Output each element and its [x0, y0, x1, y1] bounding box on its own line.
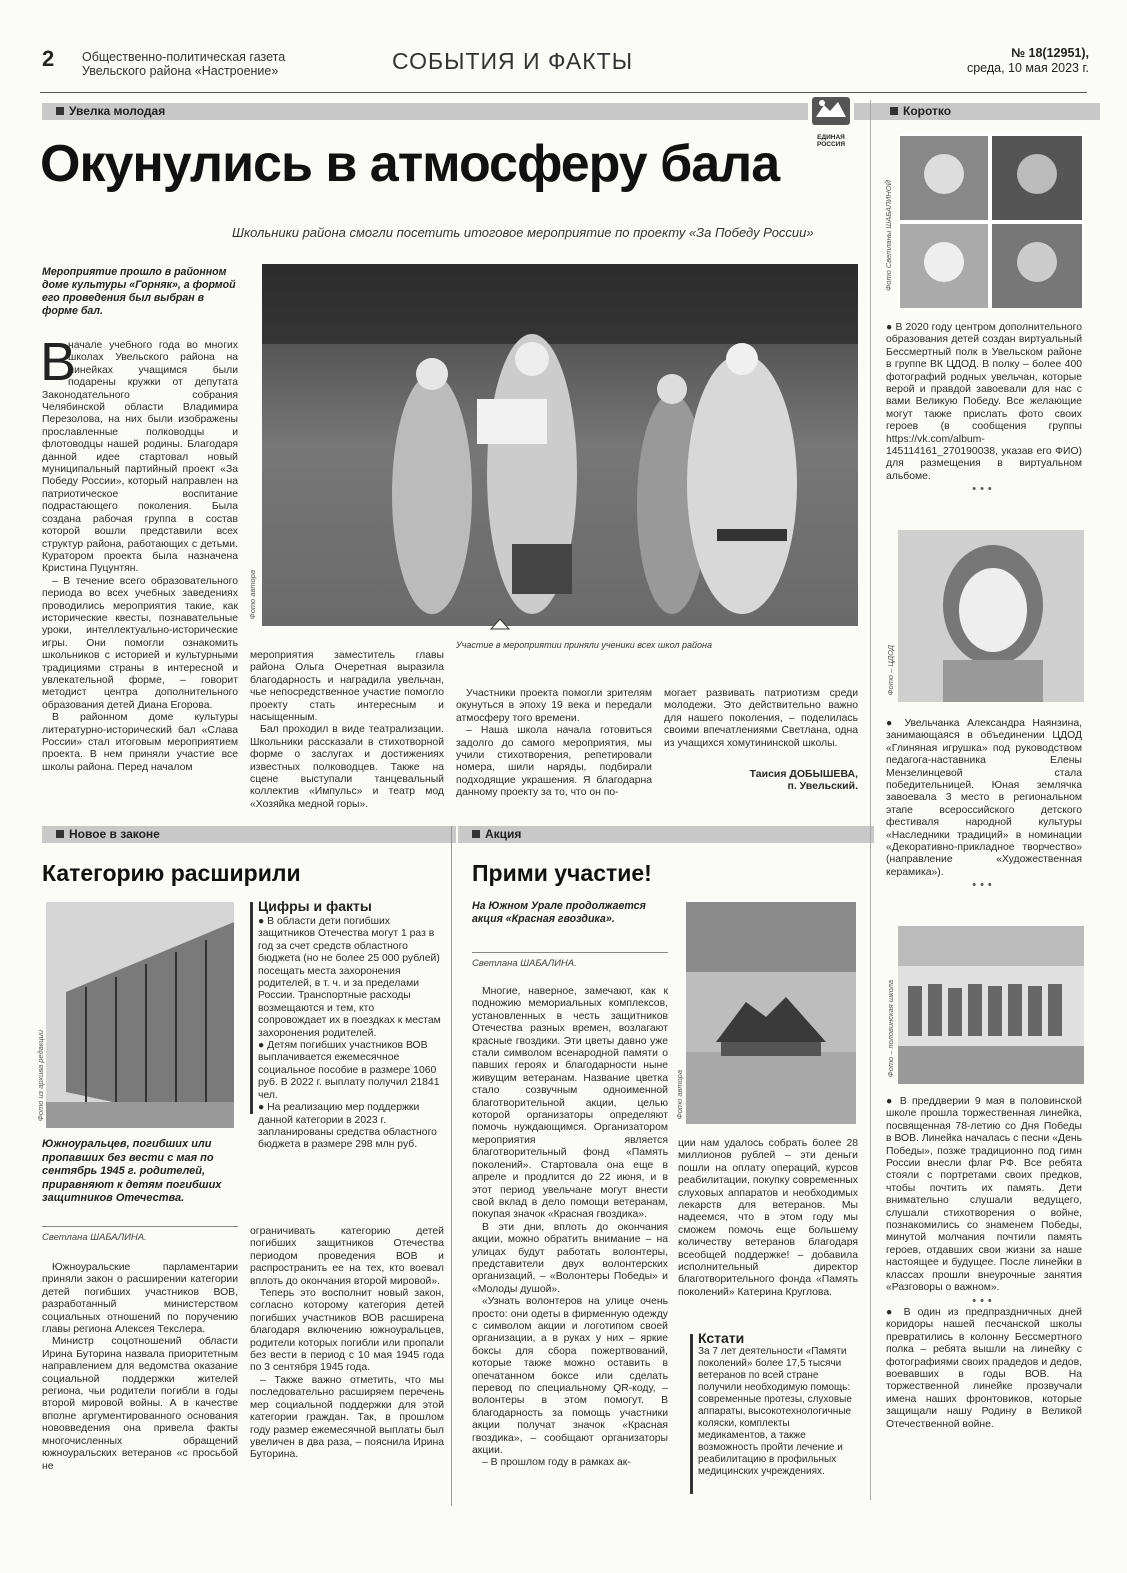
bullet-icon: ● — [886, 1306, 904, 1318]
law-col1 — [42, 1262, 238, 1473]
separator-dots: ••• — [972, 1294, 996, 1307]
action-col1-p1: Многие, наверное, замечают, как к подножию мемориальных комплексов, установленных в честь защитников Отечества разных времен, возлагают красные гвоздики. Эти цветы давно уже стали символом всенародной памяти о павших героях и благодарности ныне живущим ветеранам. Название цветка стало созвучным одноименной благотворительной акции, целью которой организаторы определяют помочь нуждающимся. Организатором мероприятия является благотворительный фонд «Память поколений». Стартовала она еще в апреле и продлится до 22 июня, и в этот период увельчане могут внести свой вклад в дело помощи ветеранам, покупая значок «Красная гвоздика». — [472, 986, 668, 1221]
issue-info — [967, 46, 1089, 76]
law-col1-p1: Южноуральские парламентарии приняли закон о расширении категории детей погибших участников ВОВ, разработанный министерством социальных отношений по поручению главы региона Алексея Текслера. — [42, 1262, 238, 1336]
action-headline: Прими участие! — [472, 860, 652, 886]
header-divider — [40, 92, 1087, 93]
fact-text: На реализацию мер поддержки данной категории в 2023 г. запланированы средства областного бюджета в размере 298 млн руб. — [258, 1102, 437, 1151]
korotko-divider — [870, 100, 871, 1500]
korotko-item2 — [886, 718, 1082, 892]
kstati-text: За 7 лет деятельности «Памяти поколений» более 17,5 тысячи ветеранов по всей стране получили необходимую помощь: современные протезы, слуховые аппараты, высокотехнологичные коляски, комплекты медикаментов, а также возможность пройти лечение и реабилитацию в профильных медицинских учреждениях. — [698, 1346, 852, 1477]
main-col2 — [250, 650, 444, 811]
facts-list — [258, 916, 444, 1152]
korotko-item1-text: В 2020 году центром дополнительного образования детей создан виртуальный Бессмертный полк в Увельском районе в группе ВК ЦДОД. В полку – более 400 фотографий родных увельчан, которые верой и правдой завоевали для нас с вами Великую Победу. Все желающие могут также прислать фото своих героев (в сообщения группы https://vk.com/album-145114161_270190038, указав его ФИО) для размещения в виртуальном альбоме. — [886, 322, 1083, 482]
ball-photo-credit: Фото автора — [248, 570, 257, 620]
main-lead: Мероприятие прошло в районном доме культуры «Горняк», а формой его проведения был выбран в форме бал. — [42, 266, 236, 317]
caption-pointer-icon — [490, 618, 510, 630]
main-author-place: п. Увельский. — [787, 780, 858, 793]
rubric-action — [458, 826, 874, 843]
page-number: 2 — [42, 46, 55, 71]
law-byline: Светлана ШАБАЛИНА. — [42, 1232, 147, 1243]
kstati-title: Кстати — [698, 1330, 745, 1346]
ball-photo — [262, 264, 858, 626]
veterans-photo — [898, 134, 1084, 310]
memorial-photo-credit: Фото из архива редакции — [36, 1030, 45, 1122]
korotko-item1 — [886, 322, 1082, 496]
main-col4-p1: могает развивать патриотизм среди молодежи. Это действительно важно для нашего поколения, – поделилась своими впечатлениями Светлана, одна из учащихся хомутининской школы. — [664, 688, 858, 749]
bullet-icon: ● — [258, 1040, 268, 1052]
monument-photo-credit: Фото автора — [675, 1070, 684, 1120]
rubric-square-icon — [472, 830, 480, 838]
rubric-label: Коротко — [903, 104, 952, 118]
rubric-korotko — [876, 103, 1100, 120]
main-subtitle: Школьники района смогли посетить итоговое мероприятие по проекту «За Победу России» — [232, 225, 814, 240]
action-col1 — [472, 986, 668, 1470]
main-col2-p2: Бал проходил в виде театрализации. Школьники рассказали в стихотворной форме о заслугах и достижениях известных полководцев. Также на сцене выступали танцевальный коллектив «Импульс» и театр мод «Хозяйка медной горы». — [250, 724, 444, 810]
main-col1-p2: – В течение всего образовательного периода во всех учебных заведениях проводились мероприятия такие, как исторические квесты, познавательные уроки, интеллектуально-исторические игры. Они помогли ознакомить школьников с историей и культурными традициями страны в интересной и увлекательной форме, – говорит методист центра дополнительного образования детей Диана Егорова. — [42, 575, 238, 711]
paper-name — [82, 50, 285, 78]
separator-dots: ••• — [972, 483, 996, 496]
law-lead: Южноуральцев, погибших или пропавших без вести с мая по сентябрь 1945 г. родителей, приравняют к детям погибших защитников Отечества. — [42, 1138, 222, 1204]
fact-item — [258, 1040, 444, 1102]
girl-photo — [898, 530, 1084, 702]
kstati-bar — [690, 1334, 693, 1494]
main-headline: Окунулись в атмосферу бала — [40, 135, 780, 193]
law-col1-p2: Министр соцотношений области Ирина Буторина назвала приоритетным направлением для ведомства оказание социальной поддержки жителей региона, чьи родители погибли в годы второй мировой войны. А в качестве вполне аргументированного основания нововведения она привела факты многочисленных обращений южноуральских ветеранов «с просьбой не — [42, 1336, 238, 1472]
law-col2-p3: – Также важно отметить, что мы последовательно расширяем перечень мер социальной поддержки для этой категории граждан. Так, в прошлом году размер ежемесячной выплаты был увеличен в два раза, – пояснила Ирина Буторина. — [250, 1374, 444, 1461]
column-divider — [451, 826, 452, 1506]
main-author: Таисия ДОБЫШЕВА, — [749, 768, 858, 781]
rubric-uvelka — [42, 103, 876, 120]
school-lineup-photo — [898, 926, 1084, 1084]
monument-photo-image — [686, 902, 856, 1124]
law-lead-divider — [42, 1226, 238, 1227]
main-col3-p2: – Наша школа начала готовиться задолго до самого мероприятия, мы учили стихотворения, репетировали номера, шили наряды, подбирали подходящие украшения. Я благодарна данному проекту за то, что он по- — [456, 725, 652, 799]
fact-text: Детям погибших участников ВОВ выплачивается ежемесячное социальное пособие в размере 1060 руб. В 2022 г. выплату получил 21841 чел. — [258, 1040, 440, 1101]
facts-title: Цифры и факты — [258, 898, 372, 914]
rubric-label: Увелка молодая — [69, 104, 166, 118]
ball-photo-caption: Участие в мероприятии приняли ученики всех школ района — [456, 640, 712, 650]
law-col2-p1: ограничивать категорию детей погибших защитников Отечества периодом проведения ВОВ и распространить ее на тех, кто воевал вплоть до окончания второй мировой». — [250, 1226, 444, 1287]
law-col2 — [250, 1226, 444, 1462]
bullet-icon: ● — [258, 916, 268, 927]
paper-name-line2: Увельского района «Настроение» — [82, 64, 279, 78]
girl-photo-image — [898, 530, 1084, 702]
veterans-photo-image — [898, 134, 1084, 310]
issue-number: № 18(12951), — [1011, 46, 1089, 60]
facts-bar — [250, 902, 253, 1114]
page-header — [0, 38, 1127, 88]
ball-photo-image — [262, 264, 858, 626]
rubric-square-icon — [56, 830, 64, 838]
action-col1-p4: – В прошлом году в рамках ак- — [482, 1457, 631, 1469]
korotko-item3-text: В преддверии 9 мая в половинской школе прошла торжественная линейка, посвященная 78-летию со Дня Победы в ВОВ. Линейка началась с песни «День Победы», позже традиционно под гимн России внесли флаг РФ. Все ребята стояли с портретами своих предков, чтобы почтить их память. Дети внимательно слушали ведущего, слушали стихотворения о войне, познакомились со знаменем Победы, минутой молчания почтили память героев, отдавших свои жизни за наше настоящее и будущее. После линейки в классах прошли внеурочные занятия «Разговоры о важном». — [886, 1096, 1082, 1294]
main-col1-p3: В районном доме культуры литературно-исторический бал «Слава России» стал итоговым мероприятием проекта. В нем приняли участие все школы района. Перед началом — [42, 712, 238, 773]
action-col2-p1: ции нам удалось собрать более 28 миллионов рублей – эти деньги пошли на оплату операций, курсов реабилитации, покупку современных слуховых аппаратов и необходимых лекарств для ветеранов. Мы надеемся, что в этом году мы сможем помочь еще большему количеству ветеранов благодаря всеобщей поддержке! – добавила исполнительный директор благотворительного фонда «Память поколений» Катерина Круглова. — [678, 1138, 858, 1298]
action-col1-p3: «Узнать волонтеров на улице очень просто: они одеты в фирменную одежду с символом акции и логотипом своей организации, а в руках у них – яркие боксы для сбора пожертвований, которые также можно оставить в опечатанном боксе или сделать перевод по специальному QR-коду, – волонтеры в этом помогут. В благодарность за помощь участники акции получат значок «Красная гвоздика», – сообщают организаторы акции. — [472, 1296, 668, 1457]
korotko-item2-text: Увельчанка Александра Наянзина, занимающаяся в объединении ЦДОД «Глиняная игрушка» под руководством педагога-наставника Елены Мензелинцевой стала победительницей. Юная землячка завоевала 3 место в региональном этапе всероссийского детского фестиваля народной культуры «Наследники традиций» в номинации «Декоративно-прикладное творчество» (направление «Художественная керамика»). — [886, 718, 1082, 878]
memorial-photo-image — [46, 902, 234, 1128]
rubric-label: Новое в законе — [69, 827, 160, 841]
section-title: СОБЫТИЯ И ФАКТЫ — [392, 48, 634, 74]
veterans-photo-credit: Фото Светланы ШАБАЛИНОЙ — [884, 180, 893, 291]
korotko-item4-text: В один из предпраздничных дней коридоры нашей песчанской школы превратились в колонну Бессмертного полка – ребята вышли на линейку с фотографиями своих прадедов и дедов, воевавших в годы ВОВ. На торжественной линейке прозвучали имена наших фронтовиков, которые защищали нашу Родину в Великой Отечественной войне. — [886, 1306, 1082, 1430]
girl-photo-credit: Фото – ЦДОД — [886, 645, 895, 696]
bullet-icon: ● — [886, 718, 905, 729]
school-lineup-photo-credit: Фото – половинская школа — [886, 980, 895, 1078]
main-col3-p1: Участники проекта помогли зрителям окунуться в эпоху 19 века и передали атмосферу того времени. — [456, 688, 652, 724]
action-lead-divider — [472, 952, 668, 953]
bullet-icon: ● — [258, 1102, 268, 1114]
rubric-label: Акция — [485, 827, 522, 841]
bullet-icon: ● — [886, 322, 896, 333]
action-lead: На Южном Урале продолжается акция «Красная гвоздика». — [472, 900, 646, 925]
rubric-law — [42, 826, 456, 843]
school-lineup-photo-image — [898, 926, 1084, 1084]
separator-dots: ••• — [972, 879, 996, 892]
issue-date: среда, 10 мая 2023 г. — [966, 61, 1089, 75]
fact-item — [258, 916, 444, 1040]
bullet-icon: ● — [886, 1096, 900, 1107]
bear-flag-icon — [808, 93, 854, 129]
action-byline: Светлана ШАБАЛИНА. — [472, 958, 577, 969]
memorial-photo — [46, 902, 234, 1128]
drop-cap: В — [40, 332, 77, 392]
main-col3 — [456, 688, 652, 800]
action-col2 — [678, 1138, 858, 1299]
law-col2-p2: Теперь это восполнит новый закон, согласно которому категория детей погибших участников ВОВ расширена благодаря включению южноуральцев, родители которых погибли или пропали без вести в период с 10 мая 1945 года по 3 сентября 1945 года. — [250, 1288, 444, 1374]
main-col1-p1: начале учебного года во многих школах Увельского района на линейках учащимся были подарены кружки от депутата Законодательного собрания Челябинской области Владимира Перезолова, на них были изображены прославленные полководцы и флотоводцы нашей родины. Благодаря данной идее стартовал новый муниципальный партийный проект «За Победу России», который направлен на патриотическое воспитание подрастающего поколения. Была создана рабочая группа в состав которой вошли представили всех структур района, работающих с детьми. Куратором проекта была назначена Кристина Пуцунтян. — [42, 340, 238, 575]
law-headline: Категорию расширили — [42, 860, 301, 886]
action-col1-p2: В эти дни, вплоть до окончания акции, можно обратить внимание – на улицах будут работать волонтеры, представители двух волонтерских организаций, – «Волонтеры Победы» и «Молоды душой». — [472, 1221, 668, 1295]
main-col2-p1: мероприятия заместитель главы района Ольга Очеретная выразила благодарность и наградила увельчан, чье непосредственное участие помогло проекту стать интересным и насыщенным. — [250, 650, 444, 724]
rubric-square-icon — [890, 107, 898, 115]
party-logo-text: ЕДИНАЯ РОССИЯ — [816, 134, 846, 148]
rubric-square-icon — [56, 107, 64, 115]
main-col1 — [40, 332, 238, 774]
fact-text: В области дети погибших защитников Отечества могут 1 раз в год за счет средств областного бюджета (но не более 25 000 рублей) посещать места захоронения родителей, в т. ч. и за пределами России. Транспортные расходы возмещаются и тем, кто сопровождает их в поездках к местам захоронения родителей. — [258, 916, 441, 1039]
party-logo — [808, 93, 854, 148]
monument-photo — [686, 902, 856, 1124]
main-col4 — [664, 688, 858, 793]
facts-box — [258, 898, 444, 1152]
fact-item — [258, 1102, 444, 1152]
korotko-item3 — [886, 1096, 1082, 1431]
paper-name-line1: Общественно-политическая газета — [82, 50, 286, 64]
kstati-box — [698, 1330, 856, 1478]
